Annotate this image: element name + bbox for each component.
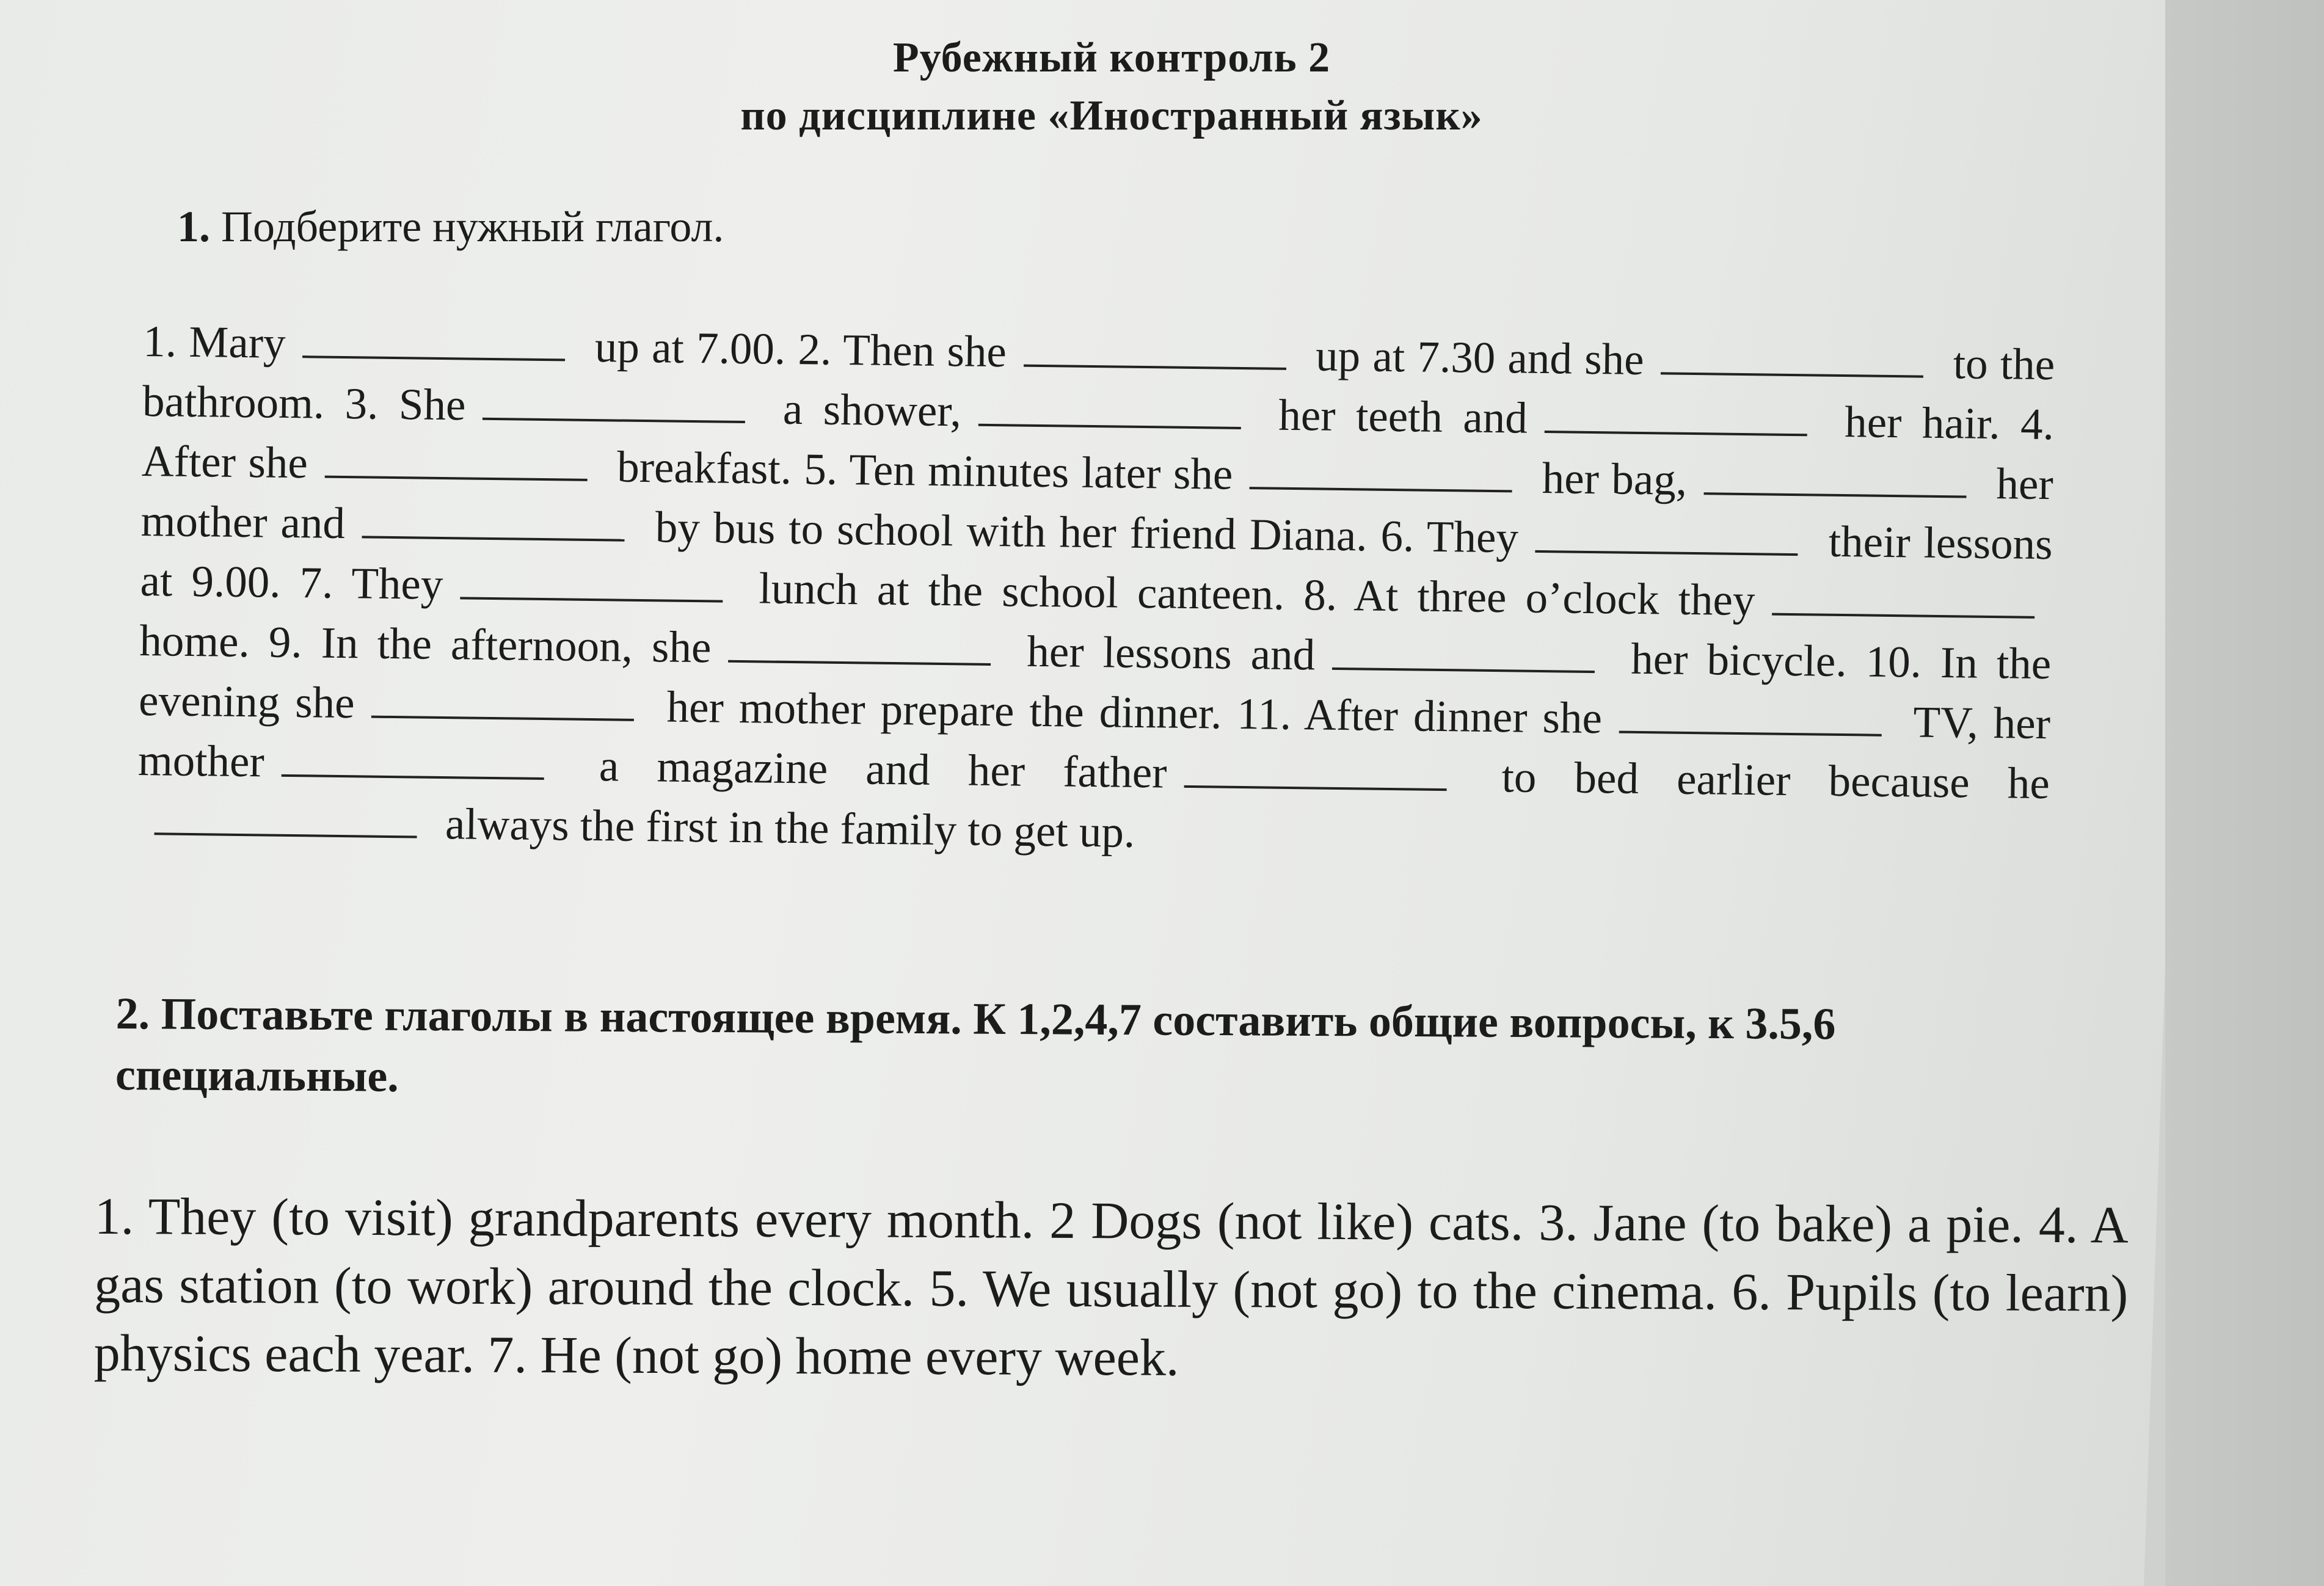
exercise-segment: her mother prepare the dinner. 11. After dinner she <box>666 682 1603 743</box>
answer-blank[interactable] <box>155 796 418 838</box>
answer-blank[interactable] <box>281 738 544 780</box>
task2-heading: 2. Поставьте глаголы в настоящее время. К 1,2,4,7 составить общие вопросы, к 3.5,6 специальные. <box>115 988 1836 1102</box>
answer-blank[interactable] <box>362 499 625 541</box>
task1-title: Подберите нужный глагол. <box>221 202 724 251</box>
answer-blank[interactable] <box>728 624 991 666</box>
exercise-segment: her bicycle. 10. In the evening she <box>138 633 2052 728</box>
document-title: Рубежный контроль 2 <box>892 34 1331 81</box>
answer-blank[interactable] <box>1619 694 1882 737</box>
exercise-segment: her mother and <box>140 459 2054 548</box>
answer-blank[interactable] <box>1024 328 1287 370</box>
answer-blank[interactable] <box>371 679 635 721</box>
exercise-segment: breakfast. 5. Ten minutes later she <box>616 442 1233 499</box>
exercise-segment: lunch at the school canteen. 8. At three o’clock they <box>759 563 1755 625</box>
exercise-segment: always the first in the family to get up. <box>445 799 1135 857</box>
answer-blank[interactable] <box>1184 749 1447 791</box>
task1-heading <box>177 202 724 252</box>
exercise-segment: up at 7.00. 2. Then she <box>594 322 1007 377</box>
task1-number: 1. <box>177 202 210 251</box>
answer-blank[interactable] <box>302 319 566 361</box>
answer-blank[interactable] <box>483 381 746 423</box>
exercise-segment: home. 9. In the afternoon, she <box>139 615 712 672</box>
answer-blank[interactable] <box>460 560 723 602</box>
exercise-segment: her hair. 4. After she <box>141 397 2055 488</box>
answer-blank[interactable] <box>1704 456 1967 498</box>
exercise-segment: her bag, <box>1542 453 1688 504</box>
answer-blank[interactable] <box>325 439 588 481</box>
exercise-segment: 1. Mary <box>142 316 286 368</box>
task1-exercise-text <box>137 311 2055 873</box>
answer-blank[interactable] <box>1332 631 1595 673</box>
answer-blank[interactable] <box>1545 394 1808 436</box>
exercise-segment: their lessons at 9.00. 7. They <box>140 516 2053 609</box>
answer-blank[interactable] <box>978 387 1242 429</box>
exercise-segment: to the bathroom. 3. She <box>142 338 2055 430</box>
exercise-segment: her lessons and <box>1026 626 1316 680</box>
answer-blank[interactable] <box>1661 335 1924 377</box>
exercise-segment: her teeth and <box>1278 390 1528 443</box>
task2-exercise-text: 1. They (to visit) grandparents every month. 2 Dogs (not like) cats. 3. Jane (to bake) a pie. 4. A gas station (to work) around the clock. 5. We usually (not go) to the cinema. 6. Pupils (to learn) physics each year. 7. He (not go) home every week. <box>93 1186 2129 1387</box>
exercise-segment: a magazine and her father <box>599 741 1167 798</box>
document-subtitle: по дисциплине «Иностранный язык» <box>740 92 1483 139</box>
exercise-segment: a shower, <box>782 384 962 436</box>
answer-blank[interactable] <box>1250 450 1513 492</box>
exercise-segment: TV, her mother <box>137 697 2051 787</box>
answer-blank[interactable] <box>1535 514 1799 556</box>
exercise-segment: up at 7.30 and she <box>1315 330 1645 385</box>
exercise-segment: by bus to school with her friend Diana. 6. They <box>655 502 1519 562</box>
exercise-segment: to bed earlier because he <box>1501 752 2050 809</box>
answer-blank[interactable] <box>1772 577 2035 619</box>
